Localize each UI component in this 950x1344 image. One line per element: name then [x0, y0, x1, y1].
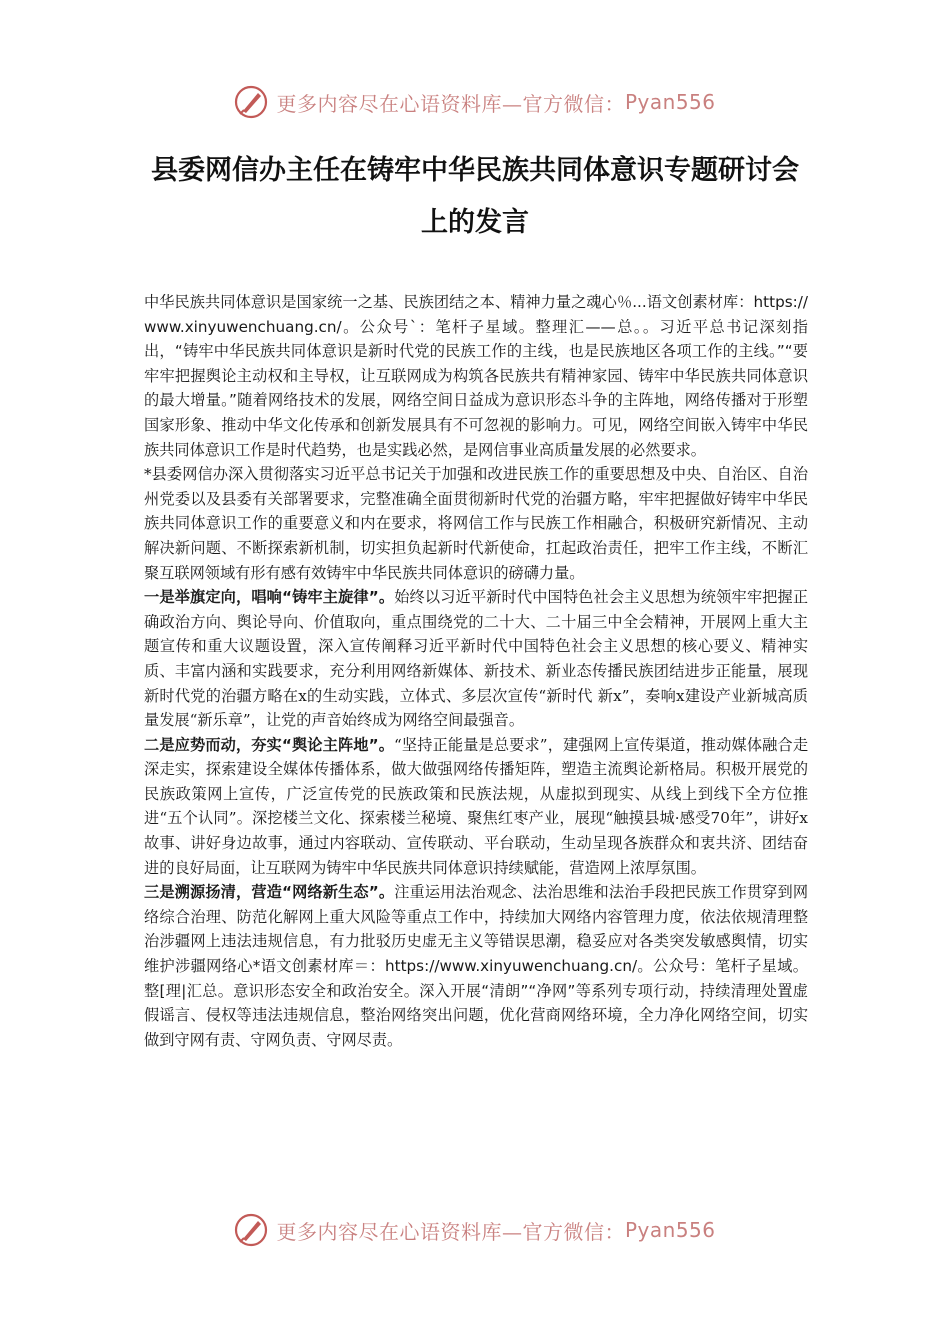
point-three-heading: 三是溯源扬清，营造“网络新生态”。 — [144, 883, 395, 902]
watermark-banner-bottom — [0, 1210, 950, 1250]
paragraph-intro: 中华民族共同体意识是国家统一之基、民族团结之本、精神力量之魂心％...语文创素材库：https://www.xinyuwenchuang.cn/。公众号`：笔杆子星域。整理汇——总。。习近平总书记深刻指出，“铸牢中华民族共同体意识是新时代党的民族工作的主线，也是民族地区各项工作的主线。”“要牢牢把握舆论主动权和主导权，让互联网成为构筑各民族共有精神家园、铸牢中华民族共同体意识的最大增量。”随着网络技术的发展，网络空间日益成为意识形态斗争的主阵地，网络传播对于形塑国家形象、推动中华文化传承和创新发展具有不可忽视的影响力。可见，网络空间嵌入铸牢中华民族共同体意识工作是时代趋势，也是实践必然，是网信事业高质量发展的必然要求。 — [144, 293, 808, 459]
paragraph-point-two — [144, 733, 808, 881]
watermark-text: 更多内容尽在心语资料库—官方微信： — [276, 1219, 625, 1244]
paragraph-point-three — [144, 880, 808, 1052]
point-one-text: 始终以习近平新时代中国特色社会主义思想为统领牢牢把握正确政治方向、舆论导向、价值取向，重点围绕党的二十大、二十届三中全会精神，开展网上重大主题宣传和重大议题设置，深入宣传阐释习近平新时代中国特色社会主义思想的核心要义、精神实质、丰富内涵和实践要求，充分利用网络新媒体、新技术、新业态传播民族团结进步正能量，展现新时代党的治疆方略在x的生动实践，立体式、多层次宣传“新时代 新x”，奏响x建设产业新城高质量发展“新乐章”，让党的声音始终成为网络空间最强音。 — [144, 588, 809, 730]
quill-pen-logo-icon — [234, 1213, 268, 1247]
watermark-banner-top — [0, 82, 950, 122]
point-two-heading: 二是应势而动，夯实“舆论主阵地”。 — [144, 735, 395, 754]
point-three-text: 注重运用法治观念、法治思维和法治手段把民族工作贯穿到网络综合治理、防范化解网上重大风险等重点工作中，持续加大网络内容管理力度，依法依规清理整治涉疆网上违法违规信息，有力批驳历史虚无主义等错误思潮，稳妥应对各类突发敏感舆情，切实维护涉疆网络心*语文创素材库＝：https://www.xinyuwenchuang.cn/。公众号：笔杆子星域。整[理|汇总。意识形态安全和政治安全。深入开展“清朗”“净网”等系列专项行动，持续清理处置虚假谣言、侵权等违法违规信息，整治网络突出问题，优化营商网络环境，全力净化网络空间，切实做到守网有责、守网负责、守网尽责。 — [144, 883, 809, 1049]
watermark-wechat-id: Pyan556 — [624, 1218, 716, 1242]
quill-pen-logo-icon — [234, 85, 268, 119]
point-two-text: “坚持正能量是总要求”，建强网上宣传渠道，推动媒体融合走深走实，探索建设全媒体传播体系，做大做强网络传播矩阵，塑造主流舆论新格局。积极开展党的民族政策网上宣传，广泛宣传党的民族政策和民族法规，从虚拟到现实、从线上到线下全方位推进“五个认同”。深挖楼兰文化、探索楼兰秘境、聚焦红枣产业，展现“触摸县城·感受70年”，讲好x故事、讲好身边故事，通过内容联动、宣传联动、平台联动，生动呈现各族群众和衷共济、团结奋进的良好局面，让互联网为铸牢中华民族共同体意识持续赋能，营造网上浓厚氛围。 — [144, 735, 809, 877]
document-title: 县委网信办主任在铸牢中华民族共同体意识专题研讨会上的发言 — [151, 155, 799, 238]
paragraph-point-one — [144, 585, 808, 733]
paragraph-overview: *县委网信办深入贯彻落实习近平总书记关于加强和改进民族工作的重要思想及中央、自治区、自治州党委以及县委有关部署要求，完整准确全面贯彻新时代党的治疆方略，牢牢把握做好铸牢中华民族共同体意识工作的重要意义和内在要求，将网信工作与民族工作相融合，积极研究新情况、主动解决新问题、不断探索新机制，切实担负起新时代新使命，扛起政治责任，把牢工作主线，不断汇聚互联网领域有形有感有效铸牢中华民族共同体意识的磅礴力量。 — [144, 465, 808, 582]
document-body — [144, 290, 808, 1052]
watermark-text: 更多内容尽在心语资料库—官方微信： — [276, 91, 625, 116]
point-one-heading: 一是举旗定向，唱响“铸牢主旋律”。 — [144, 588, 395, 607]
watermark-wechat-id: Pyan556 — [624, 90, 716, 114]
